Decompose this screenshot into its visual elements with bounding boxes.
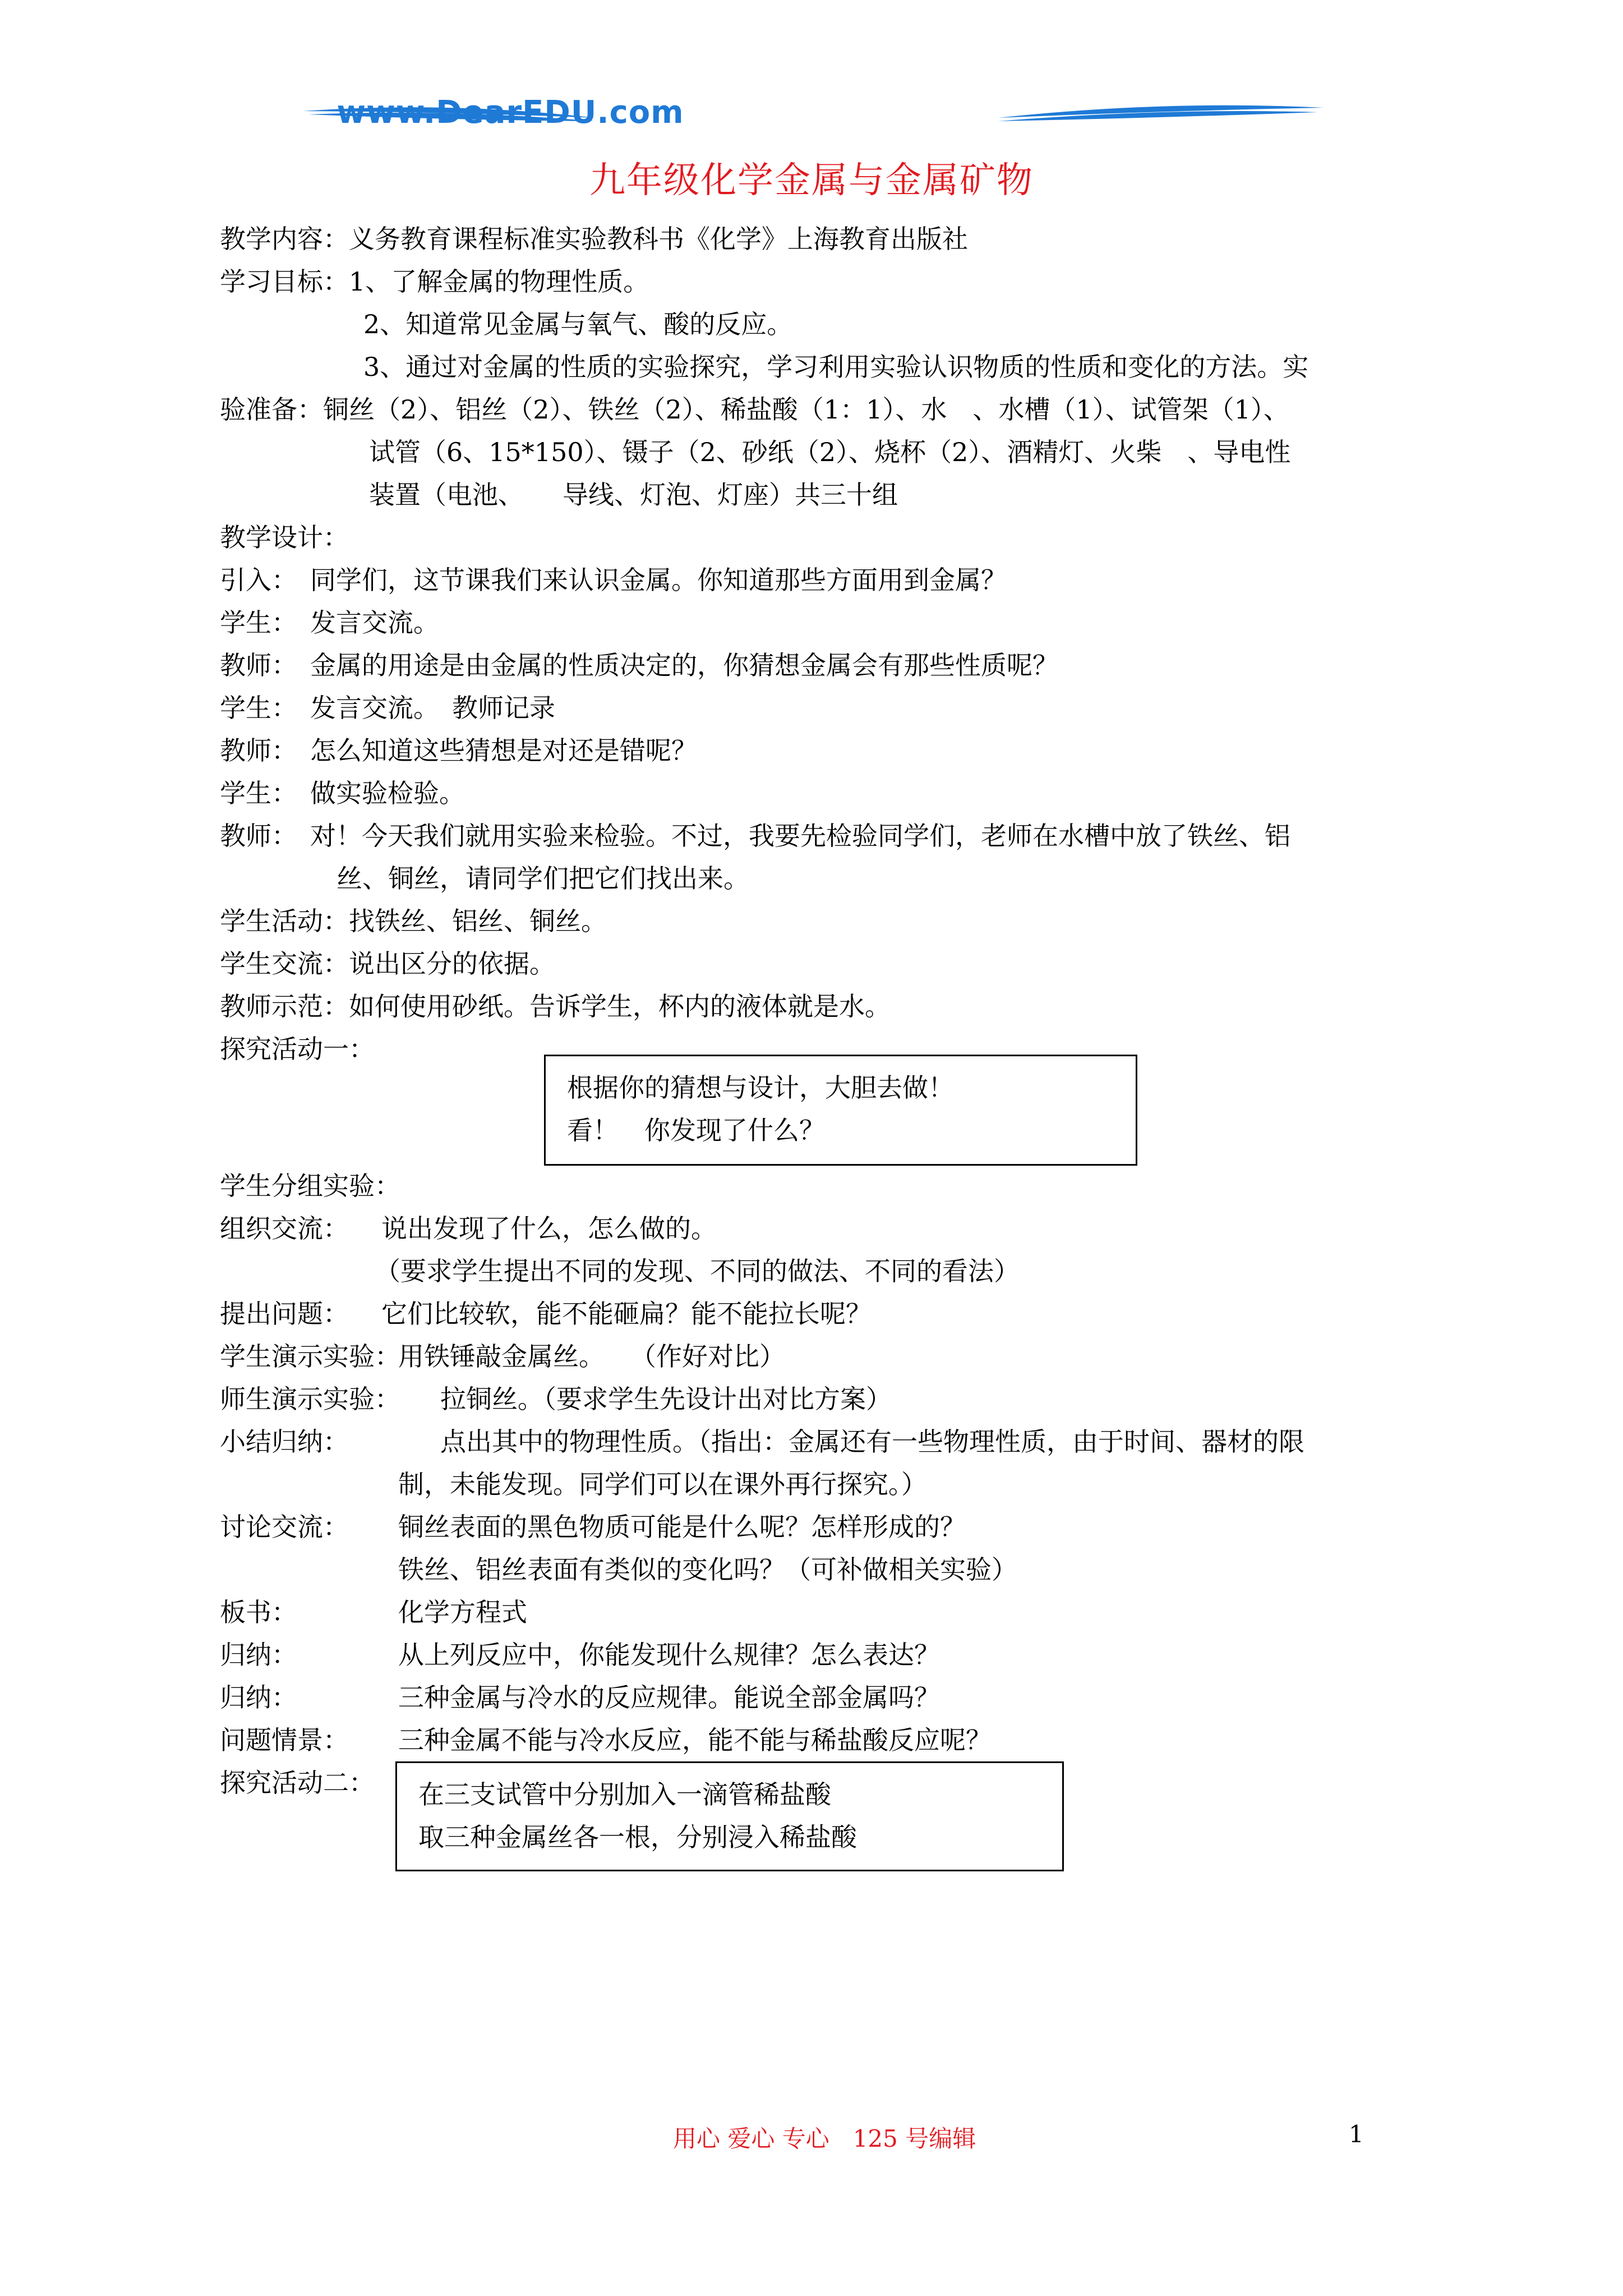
text-line: 验准备：铜丝（2）、铝丝（2）、铁丝（2）、稀盐酸（1：1）、水 、水槽（1）、试管架（1）、 <box>220 394 1289 425</box>
row-text: 三种金属不能与冷水反应，能不能与稀盐酸反应呢？ <box>398 1725 992 1755</box>
row-text: 从上列反应中，你能发现什么规律？怎么表达？ <box>398 1640 940 1670</box>
text-line: 学生： 发言交流。 <box>220 608 439 638</box>
row-label: 归纳： <box>220 1640 297 1670</box>
text-line: 学生： 做实验检验。 <box>220 778 465 808</box>
text-line: 教学内容：义务教育课程标准实验教科书《化学》上海教育出版社 <box>220 224 968 254</box>
text-line: 教学设计： <box>220 522 349 553</box>
activity-box-1 <box>544 1055 1137 1166</box>
row-label: 学生分组实验： <box>220 1171 400 1201</box>
row-label: 板书： <box>220 1597 297 1627</box>
text-line: 教师： 怎么知道这些猜想是对还是错呢？ <box>220 735 697 766</box>
row-label: 组织交流： <box>220 1213 349 1244</box>
row-text: 铜丝表面的黑色物质可能是什么呢？怎样形成的？ <box>398 1512 966 1542</box>
box-line: 根据你的猜想与设计，大胆去做！ <box>567 1073 954 1103</box>
row-text: （要求学生提出不同的发现、不同的做法、不同的看法） <box>375 1256 1020 1286</box>
row-text: 铁丝、铝丝表面有类似的变化吗？（可补做相关实验） <box>398 1554 1017 1585</box>
box-line: 取三种金属丝各一根，分别浸入稀盐酸 <box>418 1822 857 1852</box>
activity-box-2 <box>395 1761 1064 1871</box>
row-label: 师生演示实验： <box>220 1384 400 1414</box>
row-text: 说出发现了什么，怎么做的。 <box>381 1213 717 1244</box>
row-text: 拉铜丝。（要求学生先设计出对比方案） <box>440 1384 892 1414</box>
text-line: 丝、铜丝，请同学们把它们找出来。 <box>336 863 749 894</box>
text-line: 引入： 同学们，这节课我们来认识金属。你知道那些方面用到金属？ <box>220 565 1007 595</box>
row-text: 化学方程式 <box>398 1597 527 1627</box>
row-label: 问题情景： <box>220 1725 349 1755</box>
text-line: 教师示范：如何使用砂纸。告诉学生，杯内的液体就是水。 <box>220 991 891 1022</box>
text-line: 探究活动一： <box>220 1034 375 1064</box>
text-line: 学生： 发言交流。 教师记录 <box>220 693 555 723</box>
row-label: 学生演示实验： <box>220 1341 400 1372</box>
text-line: 学习目标：1、了解金属的物理性质。 <box>220 266 649 297</box>
text-line: 3、通过对金属的性质的实验探究，学习利用实验认识物质的性质和变化的方法。实 <box>363 352 1309 382</box>
row-label: 提出问题： <box>220 1299 349 1329</box>
box-line: 在三支试管中分别加入一滴管稀盐酸 <box>418 1779 831 1810</box>
row-text: 点出其中的物理性质。（指出：金属还有一些物理性质，由于时间、器材的限 <box>440 1427 1304 1457</box>
text-line: 学生交流：说出区分的依据。 <box>220 949 555 979</box>
text-line: 装置（电池、 导线、灯泡、灯座）共三十组 <box>369 480 898 510</box>
text-line: 试管（6、15*150）、镊子（2、砂纸（2）、烧杯（2）、酒精灯、火柴 、导电性 <box>369 437 1291 467</box>
row-label: 探究活动二： <box>220 1768 375 1798</box>
text-line: 学生活动：找铁丝、铝丝、铜丝。 <box>220 906 607 936</box>
row-label: 讨论交流： <box>220 1512 349 1542</box>
page-title: 九年级化学金属与金属矿物 <box>589 160 1034 201</box>
row-label: 小结归纳： <box>220 1427 349 1457</box>
page-number: 1 <box>1349 2120 1364 2148</box>
text-line: 2、知道常见金属与氧气、酸的反应。 <box>363 309 793 339</box>
row-text: 三种金属与冷水的反应规律。能说全部金属吗？ <box>398 1682 940 1713</box>
row-text: 它们比较软，能不能砸扁？能不能拉长呢？ <box>381 1299 872 1329</box>
text-line: 教师： 金属的用途是由金属的性质决定的，你猜想金属会有那些性质呢？ <box>220 650 1058 680</box>
box-line: 看！ 你发现了什么？ <box>567 1115 825 1145</box>
footer-text: 用心 爱心 专心 125 号编辑 <box>673 2125 976 2152</box>
row-text: 用铁锤敲金属丝。 （作好对比） <box>398 1341 785 1372</box>
row-text: 制，未能发现。同学们可以在课外再行探究。） <box>398 1469 927 1499</box>
row-label: 归纳： <box>220 1682 297 1713</box>
site-name[interactable]: www.DearEDU.com <box>336 94 684 131</box>
text-line: 教师： 对！今天我们就用实验来检验。不过，我要先检验同学们，老师在水槽中放了铁丝、铝 <box>220 821 1290 851</box>
